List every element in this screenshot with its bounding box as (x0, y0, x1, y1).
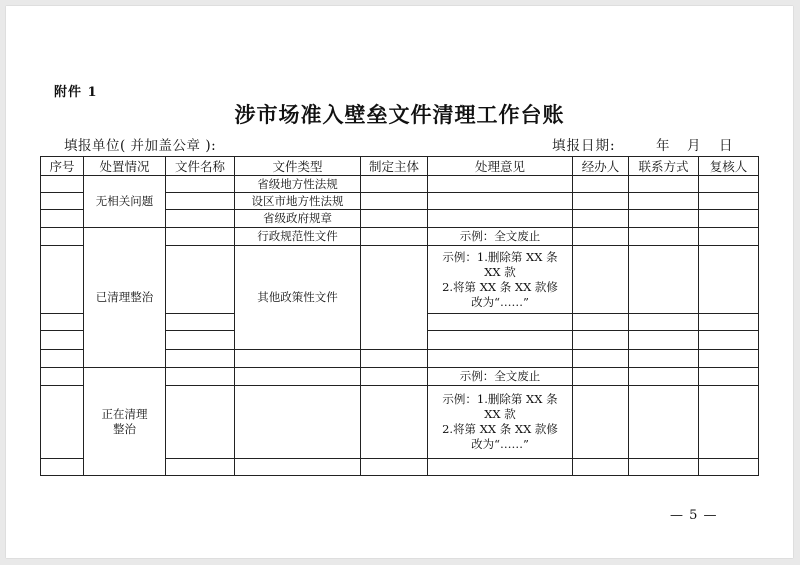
fill-unit-label: 填报单位( 并加盖公章 ): (64, 138, 217, 154)
file-type-cell: 设区市地方性法规 (235, 193, 361, 210)
seq-cell (41, 228, 84, 246)
contact-cell (629, 246, 699, 314)
header-issuer: 制定主体 (361, 157, 428, 176)
issuer-cell (361, 193, 428, 210)
issuer-cell (361, 246, 428, 350)
header-seq: 序号 (41, 157, 84, 176)
opinion-cell (428, 210, 573, 228)
reviewer-cell (699, 350, 759, 368)
status-line: 正在清理 (101, 406, 148, 421)
file-type-cell: 行政规范性文件 (235, 228, 361, 246)
file-name-cell (166, 193, 235, 210)
file-name-cell (166, 331, 235, 350)
seq-cell (41, 176, 84, 193)
opinion-line: XX 款 (484, 264, 516, 279)
date-month-label: 月 (687, 138, 701, 154)
status-cell-cleaned: 已清理整治 (84, 228, 166, 368)
reviewer-cell (699, 331, 759, 350)
contact-cell (629, 350, 699, 368)
opinion-line: 示例：1.删除第 XX 条 (442, 249, 558, 264)
header-row (41, 157, 759, 176)
file-type-cell (235, 368, 361, 386)
seq-cell (41, 210, 84, 228)
table-row (41, 176, 759, 193)
opinion-cell (428, 176, 573, 193)
file-name-cell (166, 368, 235, 386)
handler-cell (573, 331, 629, 350)
contact-cell (629, 193, 699, 210)
opinion-cell: 示例：全文废止 (428, 228, 573, 246)
opinion-cell (428, 331, 573, 350)
opinion-line: 示例：1.删除第 XX 条 (442, 392, 558, 406)
contact-cell (629, 176, 699, 193)
file-name-cell (166, 228, 235, 246)
seq-cell (41, 368, 84, 386)
contact-cell (629, 314, 699, 331)
issuer-cell (361, 176, 428, 193)
issuer-cell (361, 210, 428, 228)
reviewer-cell (699, 368, 759, 386)
seq-cell (41, 331, 84, 350)
handler-cell (573, 386, 629, 459)
contact-cell (629, 228, 699, 246)
file-type-cell: 省级地方性法规 (235, 176, 361, 193)
handler-cell (573, 176, 629, 193)
header-file-name: 文件名称 (166, 157, 235, 176)
seq-cell (41, 314, 84, 331)
file-name-cell (166, 246, 235, 314)
opinion-cell (428, 459, 573, 476)
contact-cell (629, 386, 699, 459)
status-line: 整治 (113, 421, 136, 436)
handler-cell (573, 314, 629, 331)
status-cell-no-relation: 无相关问题 (84, 176, 166, 228)
header-file-type: 文件类型 (235, 157, 361, 176)
document-page (6, 6, 793, 558)
issuer-cell (361, 350, 428, 368)
date-year-label: 年 (656, 138, 670, 154)
contact-cell (629, 459, 699, 476)
opinion-cell (428, 193, 573, 210)
opinion-line: 改为“……” (471, 294, 529, 309)
header-status: 处置情况 (84, 157, 166, 176)
seq-cell (41, 246, 84, 314)
contact-cell (629, 210, 699, 228)
issuer-cell (361, 368, 428, 386)
seq-cell (41, 350, 84, 368)
handler-cell (573, 193, 629, 210)
ledger-table (40, 156, 759, 476)
page-title: 涉市场准入壁垒文件清理工作台账 (234, 102, 565, 127)
reviewer-cell (699, 228, 759, 246)
table-row (41, 228, 759, 246)
issuer-cell (361, 228, 428, 246)
reviewer-cell (699, 210, 759, 228)
seq-cell (41, 386, 84, 459)
file-type-cell (235, 350, 361, 368)
reviewer-cell (699, 176, 759, 193)
file-name-cell (166, 314, 235, 331)
opinion-line: 2.将第 XX 条 XX 款修 (442, 422, 558, 436)
file-type-cell (235, 459, 361, 476)
fill-date-label: 填报日期: (552, 138, 616, 154)
file-name-cell (166, 459, 235, 476)
file-type-cell: 省级政府规章 (235, 210, 361, 228)
reviewer-cell (699, 314, 759, 331)
handler-cell (573, 368, 629, 386)
opinion-cell (428, 314, 573, 331)
file-name-cell (166, 176, 235, 193)
reviewer-cell (699, 459, 759, 476)
issuer-cell (361, 386, 428, 459)
seq-cell (41, 193, 84, 210)
handler-cell (573, 246, 629, 314)
opinion-cell (428, 350, 573, 368)
file-name-cell (166, 210, 235, 228)
handler-cell (573, 210, 629, 228)
opinion-cell-amend (428, 386, 573, 459)
opinion-cell: 示例：全文废止 (428, 368, 573, 386)
handler-cell (573, 350, 629, 368)
header-handler: 经办人 (573, 157, 629, 176)
handler-cell (573, 459, 629, 476)
reviewer-cell (699, 193, 759, 210)
contact-cell (629, 331, 699, 350)
page-number: — 5 — (670, 508, 718, 523)
reviewer-cell (699, 246, 759, 314)
attachment-label: 附件 1 (54, 85, 98, 100)
opinion-cell-amend (428, 246, 573, 314)
handler-cell (573, 228, 629, 246)
opinion-line: XX 款 (484, 407, 516, 421)
header-contact: 联系方式 (629, 157, 699, 176)
header-reviewer: 复核人 (699, 157, 759, 176)
file-type-cell (235, 386, 361, 459)
opinion-line: 改为“……” (471, 437, 529, 451)
reviewer-cell (699, 386, 759, 459)
status-cell-cleaning (84, 368, 166, 476)
seq-cell (41, 459, 84, 476)
file-name-cell (166, 386, 235, 459)
header-opinion: 处理意见 (428, 157, 573, 176)
date-day-label: 日 (719, 138, 733, 154)
file-type-cell: 其他政策性文件 (235, 246, 361, 350)
contact-cell (629, 368, 699, 386)
file-name-cell (166, 350, 235, 368)
opinion-line: 2.将第 XX 条 XX 款修 (442, 279, 558, 294)
table-row (41, 368, 759, 386)
issuer-cell (361, 459, 428, 476)
